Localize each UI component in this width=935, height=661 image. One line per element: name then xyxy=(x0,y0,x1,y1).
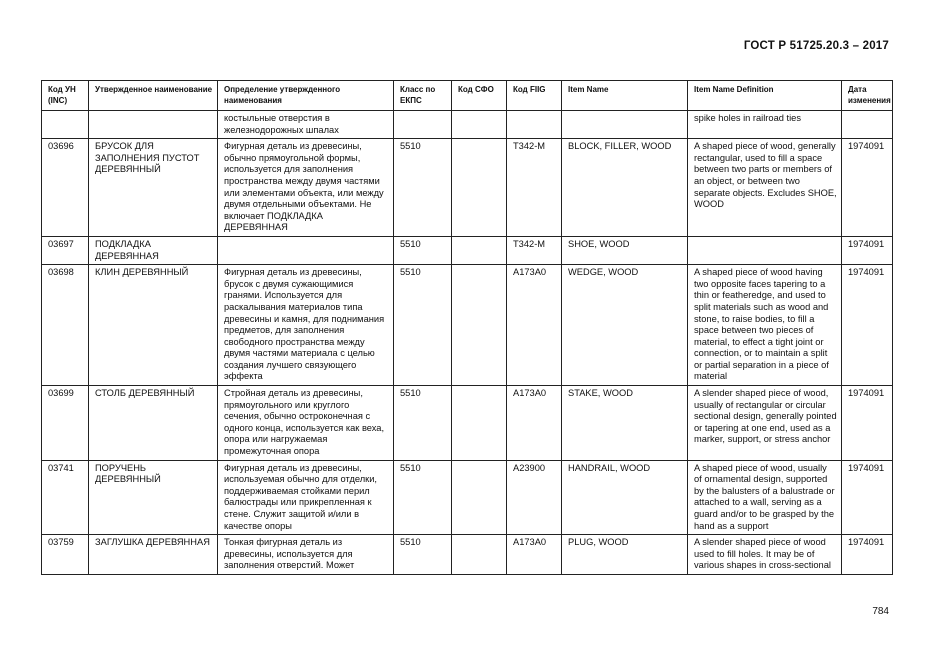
col-header-fiig: Код FIIG xyxy=(507,81,562,111)
cell-definition: костыльные отверстия в железнодорожных шпалах xyxy=(218,111,394,139)
cell-date: 1974091 xyxy=(842,139,893,237)
cell-fiig: T342-M xyxy=(507,236,562,264)
cell-class: 5510 xyxy=(394,139,452,237)
cell-inc: 03697 xyxy=(42,236,89,264)
cell-inc: 03696 xyxy=(42,139,89,237)
cell-item-name: STAKE, WOOD xyxy=(562,386,688,461)
table-row xyxy=(42,535,893,575)
cell-fiig xyxy=(507,111,562,139)
cell-item-name xyxy=(562,111,688,139)
cell-class: 5510 xyxy=(394,236,452,264)
cell-fiig: A173A0 xyxy=(507,535,562,575)
table-row xyxy=(42,386,893,461)
cell-item-name: HANDRAIL, WOOD xyxy=(562,460,688,535)
cell-fiig: T342-M xyxy=(507,139,562,237)
cell-approved-name: ЗАГЛУШКА ДЕРЕВЯННАЯ xyxy=(89,535,218,575)
cell-sfo xyxy=(452,265,507,386)
cell-definition: Тонкая фигурная деталь из древесины, используется для заполнения отверстий. Может xyxy=(218,535,394,575)
table-row xyxy=(42,265,893,386)
cell-item-name: WEDGE, WOOD xyxy=(562,265,688,386)
cell-date xyxy=(842,111,893,139)
cell-fiig: A23900 xyxy=(507,460,562,535)
col-header-item-name: Item Name xyxy=(562,81,688,111)
cell-class xyxy=(394,111,452,139)
cell-sfo xyxy=(452,535,507,575)
table-header-row xyxy=(42,81,893,111)
cell-inc: 03698 xyxy=(42,265,89,386)
cell-date: 1974091 xyxy=(842,535,893,575)
cell-definition: Фигурная деталь из древесины, обычно прямоугольной формы, используется для заполнения пространства между двумя частями или элементами объекта, или между двумя отдельными объектами. Не включает ПОДКЛАДКА ДЕРЕВЯННАЯ xyxy=(218,139,394,237)
table-row xyxy=(42,139,893,237)
cell-approved-name xyxy=(89,111,218,139)
cell-item-definition: A shaped piece of wood, usually of ornamental design, supported by the balusters of a balustrade or attached to a wall, serving as a guard and/or to be grasped by the hand as a support xyxy=(688,460,842,535)
cell-inc: 03759 xyxy=(42,535,89,575)
cell-sfo xyxy=(452,139,507,237)
table-row xyxy=(42,236,893,264)
col-header-sfo: Код СФО xyxy=(452,81,507,111)
cell-fiig: A173A0 xyxy=(507,386,562,461)
cell-item-name: BLOCK, FILLER, WOOD xyxy=(562,139,688,237)
cell-sfo xyxy=(452,386,507,461)
cell-class: 5510 xyxy=(394,265,452,386)
col-header-class: Класс по ЕКПС xyxy=(394,81,452,111)
cell-date: 1974091 xyxy=(842,460,893,535)
cell-approved-name: СТОЛБ ДЕРЕВЯННЫЙ xyxy=(89,386,218,461)
cell-fiig: A173A0 xyxy=(507,265,562,386)
cell-sfo xyxy=(452,236,507,264)
cell-item-definition: A shaped piece of wood having two opposite faces tapering to a thin or featheredge, and used to split materials such as wood and stone, to raise bodies, to fill a space between two pieces of material, to effect a tight joint or connection, or to maintain a split or partial separation in a piece of material xyxy=(688,265,842,386)
cell-approved-name: ПОДКЛАДКА ДЕРЕВЯННАЯ xyxy=(89,236,218,264)
cell-item-definition: spike holes in railroad ties xyxy=(688,111,842,139)
cell-definition: Стройная деталь из древесины, прямоугольного или круглого сечения, обычно остроконечная с одного конца, используется как веха, опора или нагружаемая промежуточная опора xyxy=(218,386,394,461)
col-header-inc: Код УН (INC) xyxy=(42,81,89,111)
cell-sfo xyxy=(452,111,507,139)
col-header-date: Дата изменения xyxy=(842,81,893,111)
cell-date: 1974091 xyxy=(842,386,893,461)
cell-inc: 03741 xyxy=(42,460,89,535)
cell-item-name: SHOE, WOOD xyxy=(562,236,688,264)
table-row xyxy=(42,111,893,139)
cell-class: 5510 xyxy=(394,460,452,535)
cell-definition: Фигурная деталь из древесины, брусок с двумя сужающимися гранями. Используется для раскалывания материалов типа древесины и камня, для поднимания предметов, для заполнения свободного пространства между двумя частями материала с целью создания лучшего связующего эффекта xyxy=(218,265,394,386)
cell-class: 5510 xyxy=(394,386,452,461)
cell-date: 1974091 xyxy=(842,236,893,264)
document-header: ГОСТ Р 51725.20.3 – 2017 xyxy=(743,40,889,52)
col-header-definition: Определение утвержденного наименования xyxy=(218,81,394,111)
col-header-item-definition: Item Name Definition xyxy=(688,81,842,111)
cell-approved-name: КЛИН ДЕРЕВЯННЫЙ xyxy=(89,265,218,386)
cell-item-definition: A slender shaped piece of wood, usually of rectangular or circular sectional design, generally pointed or tapering at one end, used as a marker, support, or stress anchor xyxy=(688,386,842,461)
cell-date: 1974091 xyxy=(842,265,893,386)
inc-table xyxy=(41,80,893,575)
page-number: 784 xyxy=(872,606,889,617)
cell-item-definition xyxy=(688,236,842,264)
cell-class: 5510 xyxy=(394,535,452,575)
cell-item-definition: A shaped piece of wood, generally rectangular, used to fill a space between two parts or members of an object, or between two separate objects. Excludes SHOE, WOOD xyxy=(688,139,842,237)
cell-definition: Фигурная деталь из древесины, используемая обычно для отделки, поддерживаемая стойками перил балюстрады или прикрепленная к стене. Служит защитой и/или в качестве опоры xyxy=(218,460,394,535)
cell-item-definition: A slender shaped piece of wood used to fill holes. It may be of various shapes in cross-sectional xyxy=(688,535,842,575)
table-row xyxy=(42,460,893,535)
cell-inc xyxy=(42,111,89,139)
cell-inc: 03699 xyxy=(42,386,89,461)
cell-sfo xyxy=(452,460,507,535)
cell-definition xyxy=(218,236,394,264)
cell-item-name: PLUG, WOOD xyxy=(562,535,688,575)
cell-approved-name: БРУСОК ДЛЯ ЗАПОЛНЕНИЯ ПУСТОТ ДЕРЕВЯННЫЙ xyxy=(89,139,218,237)
col-header-approved-name: Утвержденное наименование xyxy=(89,81,218,111)
cell-approved-name: ПОРУЧЕНЬ ДЕРЕВЯННЫЙ xyxy=(89,460,218,535)
